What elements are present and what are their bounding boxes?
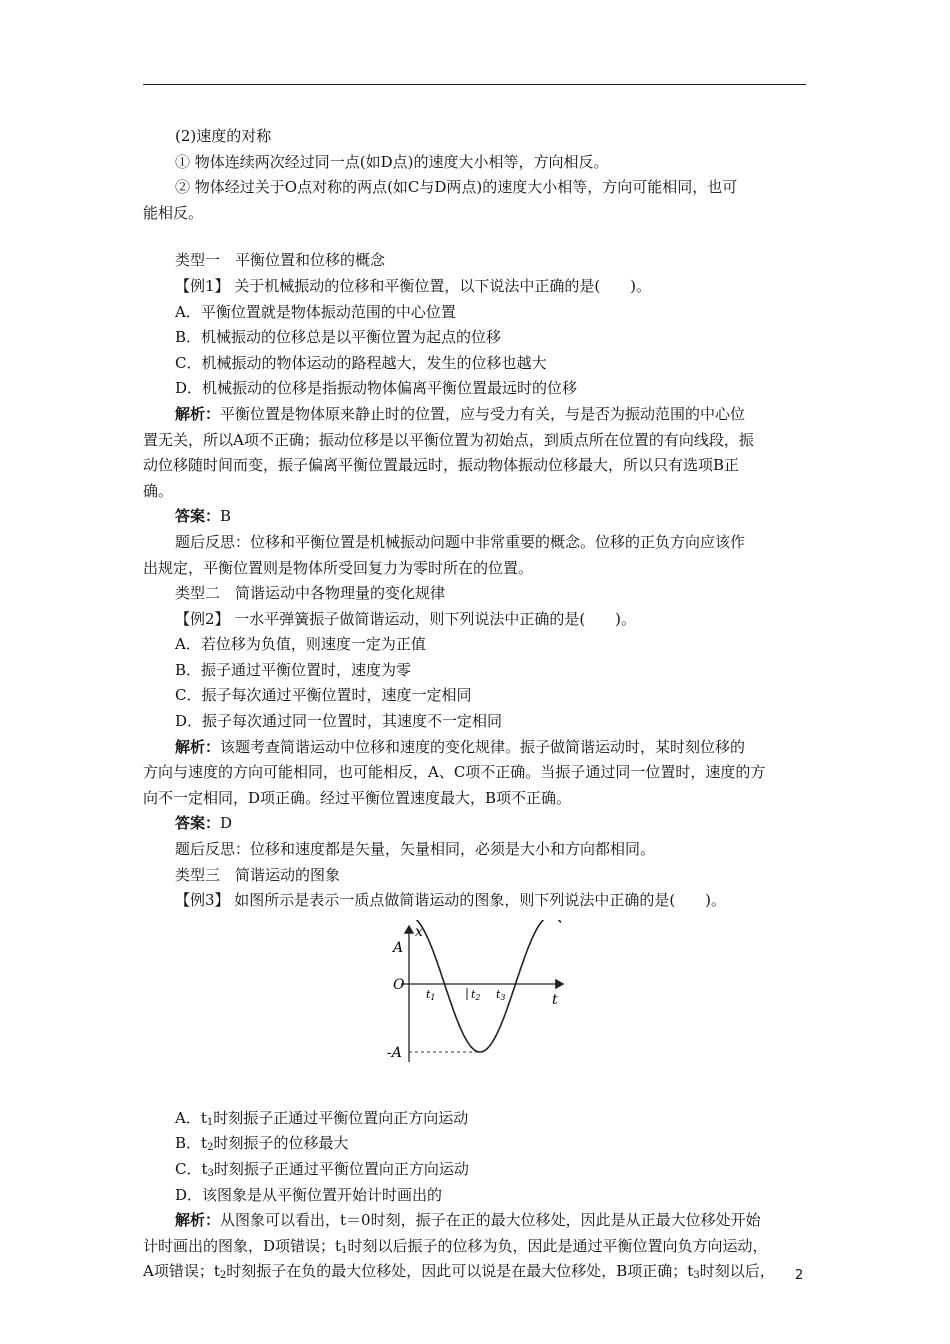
shm-graph-figure — [143, 916, 813, 1106]
text-line: ② 物体经过关于O点对称的两点(如C与D两点)的速度大小相等，方向可能相同，也可 — [175, 178, 738, 197]
option-c: C．振子每次通过平衡位置时，速度一定相同 — [175, 686, 472, 705]
header-rule — [143, 84, 806, 85]
section-heading: 类型二 简谐运动中各物理量的变化规律 — [175, 584, 446, 603]
option-b: B．机械振动的位移总是以平衡位置为起点的位移 — [175, 328, 502, 347]
page-content — [143, 124, 813, 1285]
analysis-text: 该题考查简谐运动中位移和速度的变化规律。振子做简谐运动时，某时刻位移的 — [220, 737, 746, 756]
analysis-label: 解析： — [175, 737, 221, 756]
reflection-line: 题后反思：位移和速度都是矢量，矢量相同，必须是大小和方向都相同。 — [175, 840, 656, 859]
analysis-line — [143, 735, 813, 761]
amplitude-positive-label: A — [393, 939, 404, 956]
reflection-line: 题后反思：位移和平衡位置是机械振动问题中非常重要的概念。位移的正负方向应该作 — [175, 532, 746, 551]
amplitude-negative-label: -A — [387, 1044, 402, 1061]
option-c: C．机械振动的物体运动的路程越大，发生的位移也越大 — [175, 353, 547, 372]
spacer — [143, 226, 813, 248]
analysis-line: 向不一定相同，D项正确。经过平衡位置速度最大，B项不正确。 — [143, 788, 572, 807]
answer-line — [143, 504, 813, 530]
answer-value: D — [220, 814, 233, 833]
analysis-text: 从图象可以看出，t＝0时刻，振子在正的最大位移处，因此是从正最大位移处开始 — [220, 1211, 761, 1230]
analysis-line: 动位移随时间而变，振子偏离平衡位置最远时，振动物体振动位移最大，所以只有选项B正 — [143, 456, 740, 475]
option-a: A．$t_1$时刻振子正通过平衡位置向正方向运动 — [175, 1108, 469, 1128]
page-number: 2 — [795, 1268, 804, 1283]
analysis-line: 置无关，所以A项不正确；振动位移是以平衡位置为初始点，到质点所在位置的有向线段，振 — [143, 430, 754, 449]
analysis-line — [143, 402, 813, 428]
text-line: (2)速度的对称 — [175, 127, 272, 145]
option-b: B．$t_2$时刻振子的位移最大 — [175, 1134, 349, 1154]
t2-label: t2 — [471, 987, 481, 1002]
option-b: B．振子通过平衡位置时，速度为零 — [175, 660, 412, 679]
option-d: D．振子每次通过同一位置时，其速度不一定相同 — [175, 712, 503, 731]
answer-value: B — [220, 507, 232, 526]
analysis-line: 方向与速度的方向可能相同，也可能相反，A、C项不正确。当振子通过同一位置时，速度的方 — [143, 763, 766, 782]
analysis-line: 计时画出的图象，D项错误；$t_1$时刻以后振子的位移为负，因此是通过平衡位置向负方向运动， — [143, 1236, 768, 1256]
analysis-line — [143, 1208, 813, 1234]
option-d: D．机械振动的位移是指振动物体偏离平衡位置最远时的位移 — [175, 379, 578, 398]
y-axis-label: x — [415, 923, 423, 940]
text-line: ① 物体连续两次经过同一点(如D点)的速度大小相等，方向相反。 — [175, 152, 609, 171]
t3-label: t3 — [496, 987, 506, 1002]
analysis-line: 确。 — [143, 481, 174, 500]
option-a: A．若位移为负值，则速度一定为正值 — [175, 635, 426, 654]
option-a: A．平衡位置就是物体振动范围的中心位置 — [175, 302, 456, 321]
analysis-text: 平衡位置是物体原来静止时的位置，应与受力有关，与是否为振动范围的中心位 — [220, 404, 746, 423]
displacement-curve — [409, 920, 561, 1052]
question: 【例3】 如图所示是表示一质点做简谐运动的图象，则下列说法中正确的是( )。 — [175, 891, 727, 910]
answer-label: 答案： — [175, 814, 221, 833]
section-heading: 类型三 简谐运动的图象 — [175, 865, 341, 884]
text-line: 能相反。 — [143, 203, 204, 222]
analysis-label: 解析： — [175, 1211, 221, 1230]
answer-label: 答案： — [175, 507, 221, 526]
origin-label: O — [393, 976, 405, 993]
question: 【例1】 关于机械振动的位移和平衡位置，以下说法中正确的是( )。 — [175, 276, 652, 295]
shm-graph — [379, 920, 579, 1070]
option-c: C．$t_3$时刻振子正通过平衡位置向正方向运动 — [175, 1160, 469, 1179]
section-heading: 类型一 平衡位置和位移的概念 — [175, 251, 386, 270]
t1-label: t1 — [426, 987, 436, 1002]
analysis-label: 解析： — [175, 404, 221, 423]
question: 【例2】 一水平弹簧振子做简谐运动，则下列说法中正确的是( )。 — [175, 609, 637, 628]
x-axis-label: t — [552, 991, 558, 1008]
option-d: D．该图象是从平衡位置开始计时画出的 — [175, 1185, 443, 1204]
analysis-line: A项错误；$t_2$时刻振子在负的最大位移处，因此可以说是在最大位移处，B项正确；$t_3$时刻以后， — [143, 1262, 775, 1282]
answer-line — [143, 811, 813, 837]
reflection-line: 出规定，平衡位置则是物体所受回复力为零时所在的位置。 — [143, 558, 534, 577]
